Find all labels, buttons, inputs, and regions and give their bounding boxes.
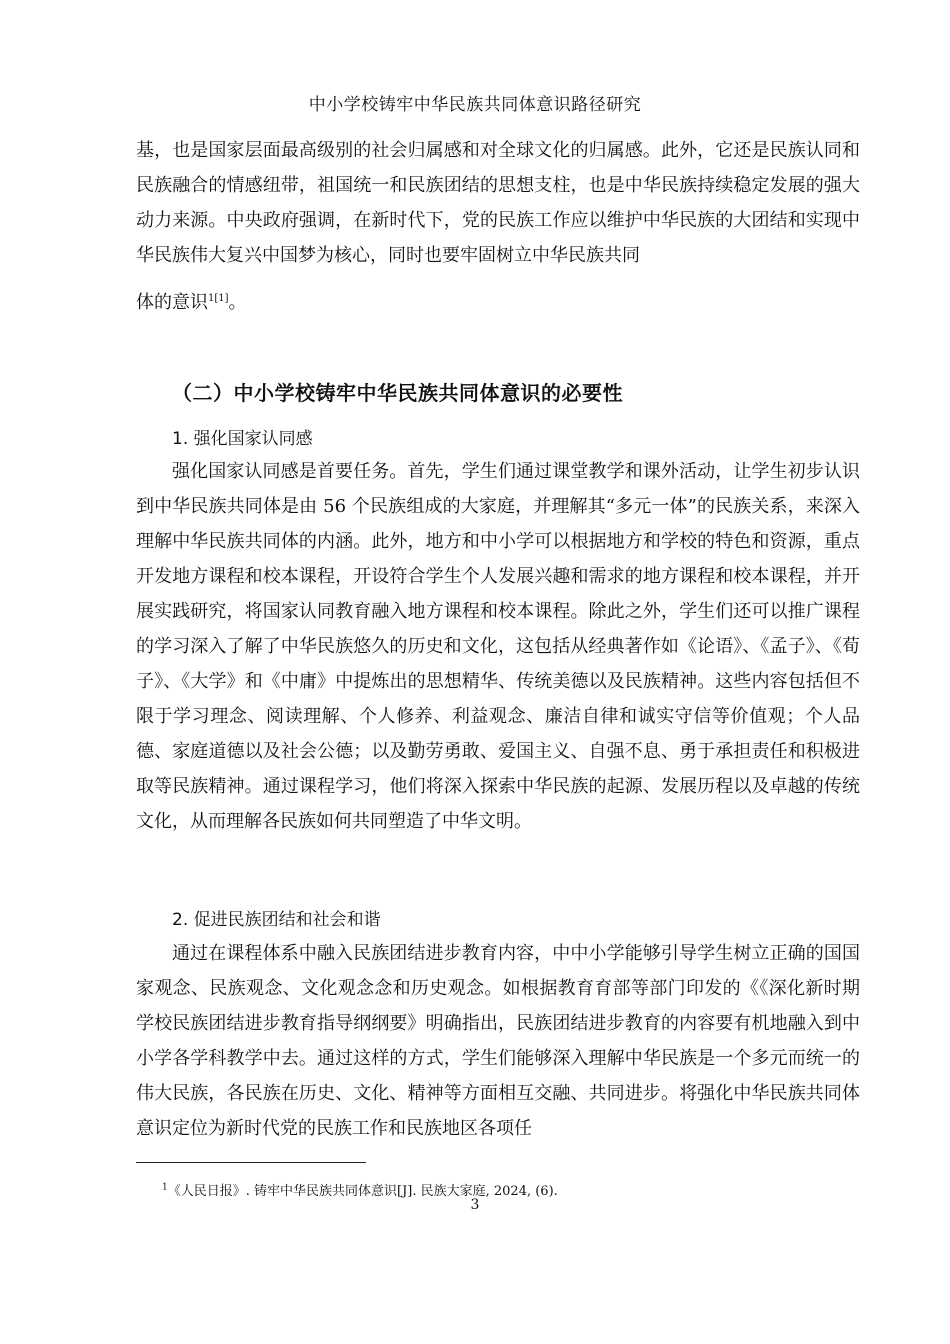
footnote-marker: 1 bbox=[162, 1182, 168, 1193]
subsection-1-body bbox=[136, 454, 860, 839]
top-paragraph-end: 。 bbox=[228, 292, 247, 313]
subsection-2-heading: 2. 促进民族团结和社会和谐 bbox=[172, 910, 381, 930]
subsection-1-paragraph: 强化国家认同感是首要任务。首先，学生们通过课堂教学和课外活动，让学生初步认识到中华民族共同体是由 56 个民族组成的大家庭，并理解其“多元一体”的民族关系，来深入理解中华民族共同体的内涵。此外，地方和中小学可以根据地方和学校的特色和资源，重点开发地方课程和校本课程，开设符合学生个人发展兴趣和需求的地方课程和校本课程，并开展实践研究，将国家认同教育融入地方课程和校本课程。除此之外，学生们还可以推广课程的学习深入了解了中华民族悠久的历史和文化，这包括从经典著作如《论语》、《孟子》、《荀子》、《大学》和《中庸》中提炼出的思想精华、传统美德以及民族精神。这些内容包括但不限于学习理念、阅读理解、个人修养、利益观念、廉洁自律和诚实守信等价值观；个人品德、家庭道德以及社会公德；以及勤劳勇敢、爱国主义、自强不息、勇于承担责任和积极进取等民族精神。通过课程学习，他们将深入探索中华民族的起源、发展历程以及卓越的传统文化，从而理解各民族如何共同塑造了中华文明。 bbox=[136, 461, 860, 832]
section-title: （二）中小学校铸牢中华民族共同体意识的必要性 bbox=[172, 381, 623, 405]
footnote-text: 《人民日报》. 铸牢中华民族共同体意识[J]. 民族大家庭, 2024, (6). bbox=[167, 1184, 558, 1199]
citation-marker[interactable]: 1[1] bbox=[208, 293, 229, 304]
footnote-divider bbox=[136, 1162, 366, 1163]
subsection-2-body bbox=[136, 936, 860, 1146]
top-paragraph bbox=[136, 133, 860, 320]
page-number: 3 bbox=[470, 1197, 480, 1213]
top-paragraph-last-text: 体的意识 bbox=[136, 292, 208, 313]
top-paragraph-text: 基，也是国家层面最高级别的社会归属感和对全球文化的归属感。此外，它还是民族认同和民族融合的情感纽带，祖国统一和民族团结的思想支柱，也是中华民族持续稳定发展的强大动力来源。中央政府强调，在新时代下，党的民族工作应以维护中华民族的大团结和实现中华民族伟大复兴中国梦为核心，同时也要牢固树立中华民族共同 bbox=[136, 140, 860, 266]
subsection-2-paragraph: 通过在课程体系中融入民族团结进步教育内容，中中小学能够引导学生树立正确的国国家观念、民族观念、文化观念念和历史观念。如根据教育育部等部门印发的《《深化新时期学校民族团结进步教育指导纲纲要》明确指出，民族团结进步教育的内容要有机地融入到中小学各学科教学中去。通过这样的方式，学生们能够深入理解中华民族是一个多元而统一的伟大民族，各民族在历史、文化、精神等方面相互交融、共同进步。将强化中华民族共同体意识定位为新时代党的民族工作和民族地区各项任 bbox=[136, 943, 860, 1139]
subsection-1-heading: 1. 强化国家认同感 bbox=[172, 429, 313, 449]
running-header: 中小学校铸牢中华民族共同体意识路径研究 bbox=[308, 95, 642, 115]
top-paragraph-last-line bbox=[136, 285, 860, 320]
